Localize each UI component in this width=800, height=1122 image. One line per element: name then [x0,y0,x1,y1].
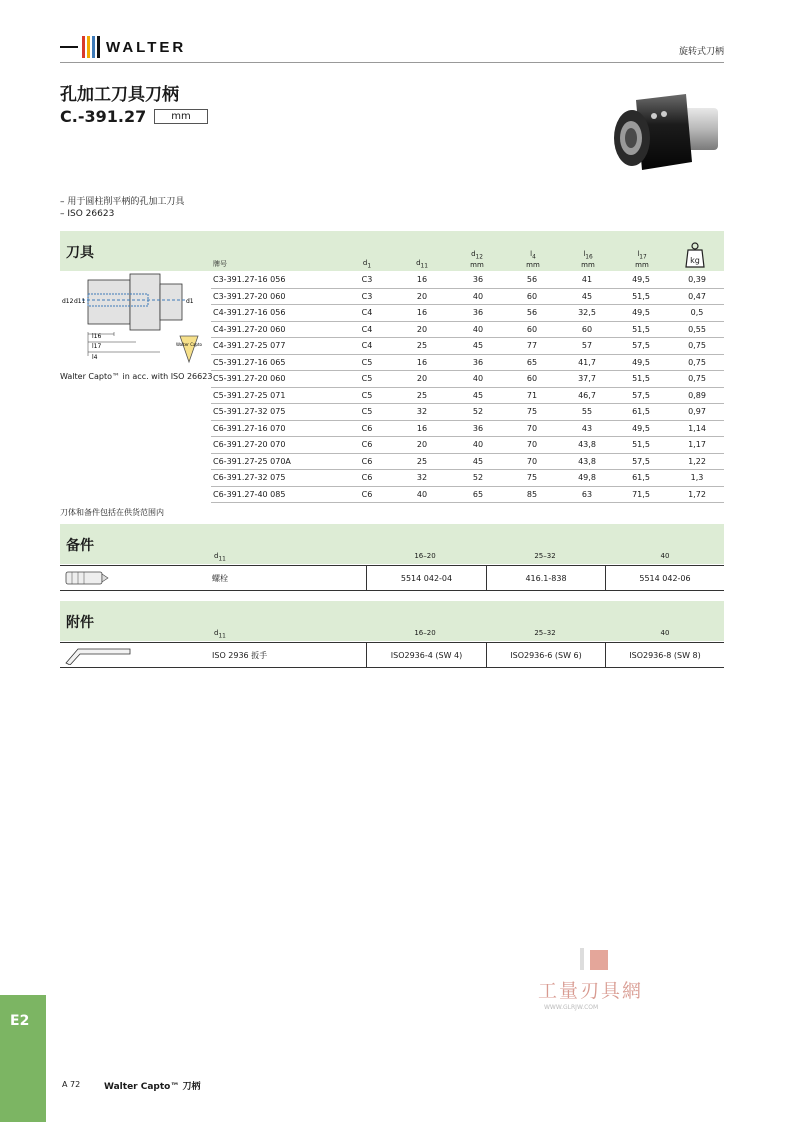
tool-value-cell: 1,72 [688,489,706,499]
tool-value-cell: 0,5 [690,308,704,317]
tool-value-cell: 43,8 [578,440,596,449]
tool-code-cell: C4-391.27-20 060 [213,324,286,334]
tool-value-cell: C3 [361,291,373,301]
capto-caption: Walter Capto™ in acc. with ISO 26623 [60,372,213,381]
tool-value-cell: 51,5 [632,440,650,449]
tool-value-cell: 16 [416,308,428,317]
spares-row [60,565,724,591]
col-header-d12-unit: mm [470,261,484,270]
tool-value-cell: C5 [361,407,373,416]
tool-value-cell: 0,97 [688,407,706,416]
tool-value-cell: C3 [361,275,373,284]
tool-value-cell: 32,5 [578,308,596,317]
tool-code-cell: C4-391.27-25 077 [213,341,286,350]
diagram-label-l16: l16 [92,333,102,340]
col-header-l17-sub: 17 [639,254,647,261]
tool-value-cell: 55 [581,407,593,416]
tool-code-cell: C3-391.27-16 056 [213,275,286,284]
tool-value-cell: 46,7 [578,390,596,400]
col-header-l16-symbol: l [583,250,586,258]
tool-value-cell: 56 [526,308,538,317]
walter-logo [60,36,186,58]
col-header-d1 [355,259,379,270]
tool-row [211,470,724,487]
tool-value-cell: 57,5 [632,341,650,350]
tool-value-cell: 57,5 [632,390,650,400]
accessories-range-3: 40 [660,629,670,637]
tool-value-cell: 51,5 [632,324,650,334]
tool-value-cell: 71,5 [632,489,650,499]
tool-value-cell: 52 [472,473,484,482]
tool-value-cell: 1,22 [688,456,706,466]
tool-value-cell: 20 [416,374,428,383]
tool-code-cell: C6-391.27-32 075 [213,473,286,482]
tool-value-cell: 45 [472,456,484,466]
tool-value-cell: 32 [416,407,428,416]
col-header-d12-symbol: d [471,250,476,258]
tool-row [211,289,724,306]
tool-value-cell: 36 [472,308,484,317]
tool-value-cell: 0,75 [688,374,706,383]
diagram-label-d11: d11 [74,298,86,305]
tool-value-cell: C5 [361,357,373,367]
accessories-col-label [214,629,226,639]
tool-value-cell: 20 [416,324,428,334]
tool-row [211,338,724,355]
tool-value-cell: C5 [361,374,373,383]
tool-value-cell: 63 [581,489,593,499]
tool-row [211,355,724,372]
tool-code-cell: C6-391.27-40 085 [213,489,286,499]
footer-title: Walter Capto™ 刀柄 [104,1082,201,1092]
tool-row [211,454,724,471]
tools-section-header [60,231,724,271]
watermark-text: 工量刃具網 [538,980,644,1002]
accessories-value-1: ISO2936-4 (SW 4) [366,643,486,667]
tool-value-cell: 75 [526,473,538,482]
tool-code-cell: C6-391.27-25 070A [213,456,291,466]
tool-value-cell: 20 [416,291,428,301]
watermark [538,944,678,1016]
tool-code-cell: C5-391.27-25 071 [213,390,286,400]
tool-value-cell: 32 [416,473,428,482]
accessories-col-label-symbol: d [214,629,219,637]
tool-value-cell: 49,5 [632,357,650,367]
description [60,196,184,220]
tool-value-cell: 40 [472,440,484,449]
tool-value-cell: C4 [361,324,373,334]
tool-value-cell: 57 [581,341,593,350]
spares-range-1: 16–20 [414,552,436,560]
tool-value-cell: C4 [361,341,373,350]
spares-section-header [60,524,724,564]
tool-value-cell: 45 [581,291,593,301]
tool-value-cell: C6 [361,456,373,466]
brand-name: WALTER [106,38,187,56]
spares-col-label-symbol: d [214,552,219,560]
col-header-d1-sub: 1 [367,263,372,270]
tool-value-cell: 49,8 [578,473,596,482]
col-header-l4-unit: mm [526,261,540,270]
tool-value-cell: 43,8 [578,456,596,466]
accessories-value-3: ISO2936-8 (SW 8) [605,643,724,667]
product-code-row [60,107,208,126]
tool-value-cell: 49,5 [632,423,650,433]
spares-value-2: 416.1-838 [486,566,605,590]
tool-value-cell: 0,75 [688,341,706,350]
col-header-d11-sub: 11 [420,263,428,270]
product-code: C.-391.27 [60,107,147,126]
product-image [606,90,726,190]
tool-value-cell: 43 [581,423,593,433]
tool-code-cell: C6-391.27-16 070 [213,423,286,433]
diagram-label-l4: l4 [92,354,98,361]
section-tab [0,995,46,1122]
accessories-section-header [60,601,724,641]
tool-value-cell: 45 [472,390,484,400]
tool-value-cell: 70 [526,423,538,433]
tool-value-cell: 0,89 [688,390,706,400]
tool-value-cell: 57,5 [632,456,650,466]
accessories-value-2: ISO2936-6 (SW 6) [486,643,605,667]
tool-row [211,305,724,322]
tool-value-cell: 60 [526,291,538,301]
spares-item-name: 螺栓 [212,574,228,583]
tool-value-cell: C6 [361,489,373,499]
description-line: – ISO 26623 [60,209,115,219]
tool-value-cell: 40 [472,374,484,383]
spares-value-3: 5514 042-06 [605,566,724,590]
accessories-col-label-sub: 11 [218,633,226,640]
tool-value-cell: 60 [581,324,593,334]
logo-bars [82,36,102,58]
spares-range-3: 40 [660,552,670,560]
tool-value-cell: C6 [361,473,373,482]
tool-value-cell: 16 [416,357,428,367]
tool-row [211,437,724,454]
col-header-l17 [627,250,657,269]
tool-value-cell: 40 [472,291,484,301]
tool-value-cell: 65 [472,489,484,499]
tool-value-cell: C4 [361,308,373,317]
col-header-code: 牌号 [213,260,227,268]
tool-value-cell: 70 [526,440,538,449]
spares-value-1: 5514 042-04 [366,566,486,590]
accessories-range-1: 16–20 [414,629,436,637]
col-header-l16-unit: mm [581,261,595,270]
logo-line [60,46,78,48]
description-line: – 用于圆柱削平柄的孔加工刀具 [60,197,185,207]
tool-value-cell: 1,14 [688,423,706,433]
tool-value-cell: 61,5 [632,407,650,416]
header-divider [60,62,724,63]
tool-row [211,371,724,388]
tool-value-cell: C6 [361,440,373,449]
spares-col-label [214,552,226,562]
tools-section-title: 刀具 [66,245,94,261]
col-header-l4 [518,250,548,269]
col-header-d12 [462,250,492,269]
accessories-section-title: 附件 [66,615,94,631]
diagram-label-d1: d1 [186,298,194,305]
col-header-l17-unit: mm [635,261,649,270]
accessories-item-name: ISO 2936 扳手 [212,651,268,660]
accessories-range-2: 25–32 [534,629,556,637]
col-header-l16 [573,250,603,269]
tool-value-cell: C6 [361,423,373,433]
tool-row [211,404,724,421]
tool-value-cell: 36 [472,357,484,367]
scope-note: 刀体和备件包括在供货范围内 [60,508,164,517]
tool-value-cell: C5 [361,390,373,400]
tool-value-cell: 0,75 [688,357,706,367]
tool-row [211,388,724,405]
tool-value-cell: 77 [526,341,538,350]
tool-row [211,421,724,438]
tool-code-cell: C5-391.27-20 060 [213,374,286,383]
tool-value-cell: 0,47 [688,291,706,301]
tool-value-cell: 25 [416,341,428,350]
page-title: 孔加工刀具刀柄 [60,85,179,105]
tool-code-cell: C3-391.27-20 060 [213,291,286,301]
page-number: A 72 [62,1080,81,1089]
tool-row [211,487,724,504]
tool-code-cell: C5-391.27-16 065 [213,357,286,367]
tool-value-cell: 40 [472,324,484,334]
tool-value-cell: 61,5 [632,473,650,482]
diagram-label-l17: l17 [92,343,102,350]
tool-value-cell: 0,55 [688,324,706,334]
tool-value-cell: 25 [416,390,428,400]
tool-holder-diagram [62,270,202,365]
accessories-row [60,642,724,668]
screw-icon [64,569,110,587]
tool-value-cell: 52 [472,407,484,416]
tool-value-cell: 1,17 [688,440,706,449]
tool-value-cell: 56 [526,275,538,284]
col-header-l17-symbol: l [637,250,640,258]
section-tab-label: E2 [10,1013,30,1029]
tool-value-cell: 70 [526,456,538,466]
col-header-l4-symbol: l [530,250,533,258]
tool-value-cell: 41,7 [578,357,596,367]
tool-value-cell: 49,5 [632,275,650,284]
watermark-url: WWW.GLRJW.COM [544,1004,599,1011]
spares-range-2: 25–32 [534,552,556,560]
tool-value-cell: 0,39 [688,275,706,284]
tool-value-cell: 25 [416,456,428,466]
tool-row [211,272,724,289]
weight-icon [685,242,705,268]
col-header-d11-symbol: d [416,259,421,267]
tool-value-cell: 45 [472,341,484,350]
tool-code-cell: C5-391.27-32 075 [213,407,286,416]
col-header-l4-sub: 4 [532,254,536,261]
tool-value-cell: 16 [416,275,428,284]
unit-box: mm [154,109,207,124]
col-header-d12-sub: 12 [475,254,483,261]
col-header-l16-sub: 16 [585,254,593,261]
tool-value-cell: 49,5 [632,308,650,317]
tool-row [211,322,724,339]
diagram-label-d12: d12 [62,298,74,305]
tool-value-cell: 40 [416,489,428,499]
col-header-d1-symbol: d [362,259,368,267]
tool-value-cell: 36 [472,275,484,284]
spares-col-label-sub: 11 [218,556,226,563]
tool-value-cell: 20 [416,440,428,449]
weight-icon-label: kg [690,256,700,265]
diagram-badge: Walter Capto [175,342,202,347]
tool-value-cell: 51,5 [632,291,650,301]
tool-value-cell: 36 [472,423,484,433]
tool-value-cell: 37,7 [578,374,596,383]
tool-value-cell: 65 [526,357,538,367]
tool-code-cell: C4-391.27-16 056 [213,308,286,317]
tool-value-cell: 75 [526,407,538,416]
spares-section-title: 备件 [66,538,94,554]
tool-value-cell: 16 [416,423,428,433]
tool-value-cell: 60 [526,374,538,383]
tool-code-cell: C6-391.27-20 070 [213,440,286,449]
tool-value-cell: 41 [581,275,593,284]
tool-value-cell: 51,5 [632,374,650,383]
tool-value-cell: 85 [526,489,538,499]
header-category: 旋转式刀柄 [678,47,724,57]
tool-value-cell: 71 [526,390,538,400]
tool-value-cell: 60 [526,324,538,334]
tool-value-cell: 1,3 [690,473,704,482]
hex-wrench-icon [64,645,134,665]
watermark-logo-icon [578,944,618,974]
col-header-d11 [408,259,436,270]
